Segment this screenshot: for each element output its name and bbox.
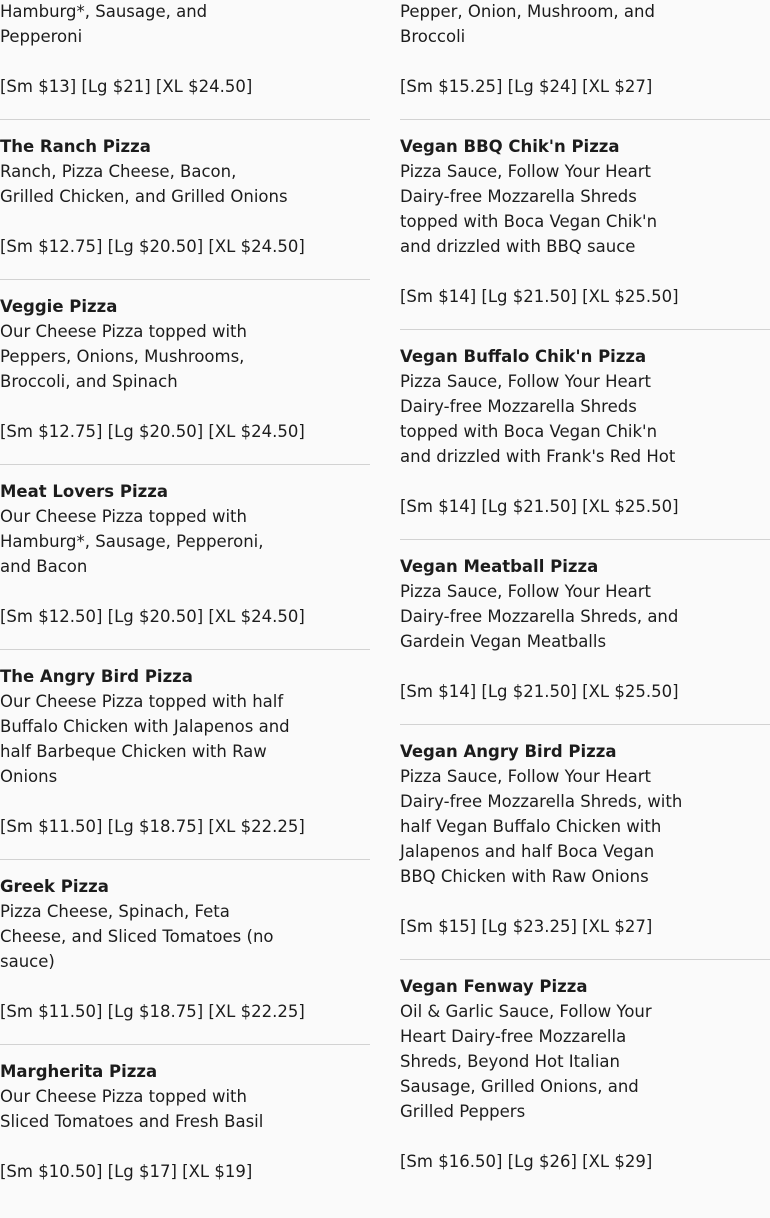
menu-item-name: Greek Pizza: [0, 877, 109, 896]
menu-item-price: [Sm $12.75] [Lg $20.50] [XL $24.50]: [0, 422, 305, 441]
menu-item-price: [Sm $15] [Lg $23.25] [XL $27]: [400, 917, 653, 936]
menu-item-description: Pizza Sauce, Follow Your Heart Dairy-free Mozzarella Shreds topped with Boca Vegan Chik'n and drizzled with BBQ sauce: [400, 162, 658, 256]
menu-item-price: [Sm $11.50] [Lg $18.75] [XL $22.25]: [0, 817, 305, 836]
menu-item-meat-lovers-pizza: [0, 479, 370, 650]
menu-item-name: Vegan Angry Bird Pizza: [400, 742, 617, 761]
menu-item-description: Our Cheese Pizza topped with Peppers, Onions, Mushrooms, Broccoli, and Spinach: [0, 322, 247, 391]
menu-item-price: [Sm $14] [Lg $21.50] [XL $25.50]: [400, 287, 679, 306]
menu-item-name: Vegan Meatball Pizza: [400, 557, 599, 576]
menu-item-description: Pizza Sauce, Follow Your Heart Dairy-free Mozzarella Shreds topped with Boca Vegan Chik'n and drizzled with Frank's Red Hot: [400, 372, 676, 466]
menu-item-description: Our Cheese Pizza topped with Sliced Tomatoes and Fresh Basil: [0, 1087, 264, 1131]
menu-item-price: [Sm $12.50] [Lg $20.50] [XL $24.50]: [0, 607, 305, 626]
menu-item-ranch-pizza: [0, 134, 370, 280]
menu-item-veggie-pizza: [0, 294, 370, 465]
menu-item-name: Vegan Fenway Pizza: [400, 977, 588, 996]
menu-item-vegan-meatball-pizza: [400, 554, 770, 725]
menu-column-left: [0, 0, 370, 1218]
menu-item-greek-pizza: [0, 874, 370, 1045]
menu-column-right: [400, 0, 770, 1208]
menu-item-price: [Sm $12.75] [Lg $20.50] [XL $24.50]: [0, 237, 305, 256]
menu-item-description: Pizza Cheese, Spinach, Feta Cheese, and Sliced Tomatoes (no sauce): [0, 902, 274, 971]
menu-item-description: Pizza Sauce, Follow Your Heart Dairy-free Mozzarella Shreds, and Gardein Vegan Meatballs: [400, 582, 679, 651]
menu-item-price: [Sm $16.50] [Lg $26] [XL $29]: [400, 1152, 653, 1171]
menu-item: [400, 0, 770, 120]
menu-item-vegan-fenway-pizza: [400, 974, 770, 1194]
menu-item-price: [Sm $10.50] [Lg $17] [XL $19]: [0, 1162, 253, 1181]
menu-item-price: [Sm $13] [Lg $21] [XL $24.50]: [0, 77, 253, 96]
menu-item-description: Hamburg*, Sausage, and Pepperoni: [0, 2, 208, 46]
menu-item-vegan-buffalo-chikn-pizza: [400, 344, 770, 540]
menu-item-price: [Sm $14] [Lg $21.50] [XL $25.50]: [400, 497, 679, 516]
menu-item-angry-bird-pizza: [0, 664, 370, 860]
menu-item-vegan-angry-bird-pizza: [400, 739, 770, 960]
menu-item-name: Margherita Pizza: [0, 1062, 158, 1081]
menu-item-name: The Angry Bird Pizza: [0, 667, 193, 686]
menu-item-description: Pepper, Onion, Mushroom, and Broccoli: [400, 2, 655, 46]
menu-item-name: The Ranch Pizza: [0, 137, 151, 156]
menu-item-description: Oil & Garlic Sauce, Follow Your Heart Dairy-free Mozzarella Shreds, Beyond Hot Italian Sausage, Grilled Onions, and Grilled Peppers: [400, 1002, 652, 1121]
menu-item-vegan-bbq-chikn-pizza: [400, 134, 770, 330]
menu-item-price: [Sm $14] [Lg $21.50] [XL $25.50]: [400, 682, 679, 701]
menu-item-description: Pizza Sauce, Follow Your Heart Dairy-free Mozzarella Shreds, with half Vegan Buffalo Chicken with Jalapenos and half Boca Vegan BBQ Chicken with Raw Onions: [400, 767, 683, 886]
menu-item-margherita-pizza: [0, 1059, 370, 1204]
menu-item-description: Ranch, Pizza Cheese, Bacon, Grilled Chicken, and Grilled Onions: [0, 162, 288, 206]
menu-item-name: Meat Lovers Pizza: [0, 482, 168, 501]
menu-item-description: Our Cheese Pizza topped with Hamburg*, Sausage, Pepperoni, and Bacon: [0, 507, 264, 576]
menu-item-name: Vegan Buffalo Chik'n Pizza: [400, 347, 647, 366]
menu-item: [0, 0, 370, 120]
menu-item-description: Our Cheese Pizza topped with half Buffalo Chicken with Jalapenos and half Barbeque Chicken with Raw Onions: [0, 692, 290, 786]
menu-item-price: [Sm $15.25] [Lg $24] [XL $27]: [400, 77, 653, 96]
menu-item-price: [Sm $11.50] [Lg $18.75] [XL $22.25]: [0, 1002, 305, 1021]
menu-item-name: Vegan BBQ Chik'n Pizza: [400, 137, 620, 156]
menu-item-name: Veggie Pizza: [0, 297, 118, 316]
